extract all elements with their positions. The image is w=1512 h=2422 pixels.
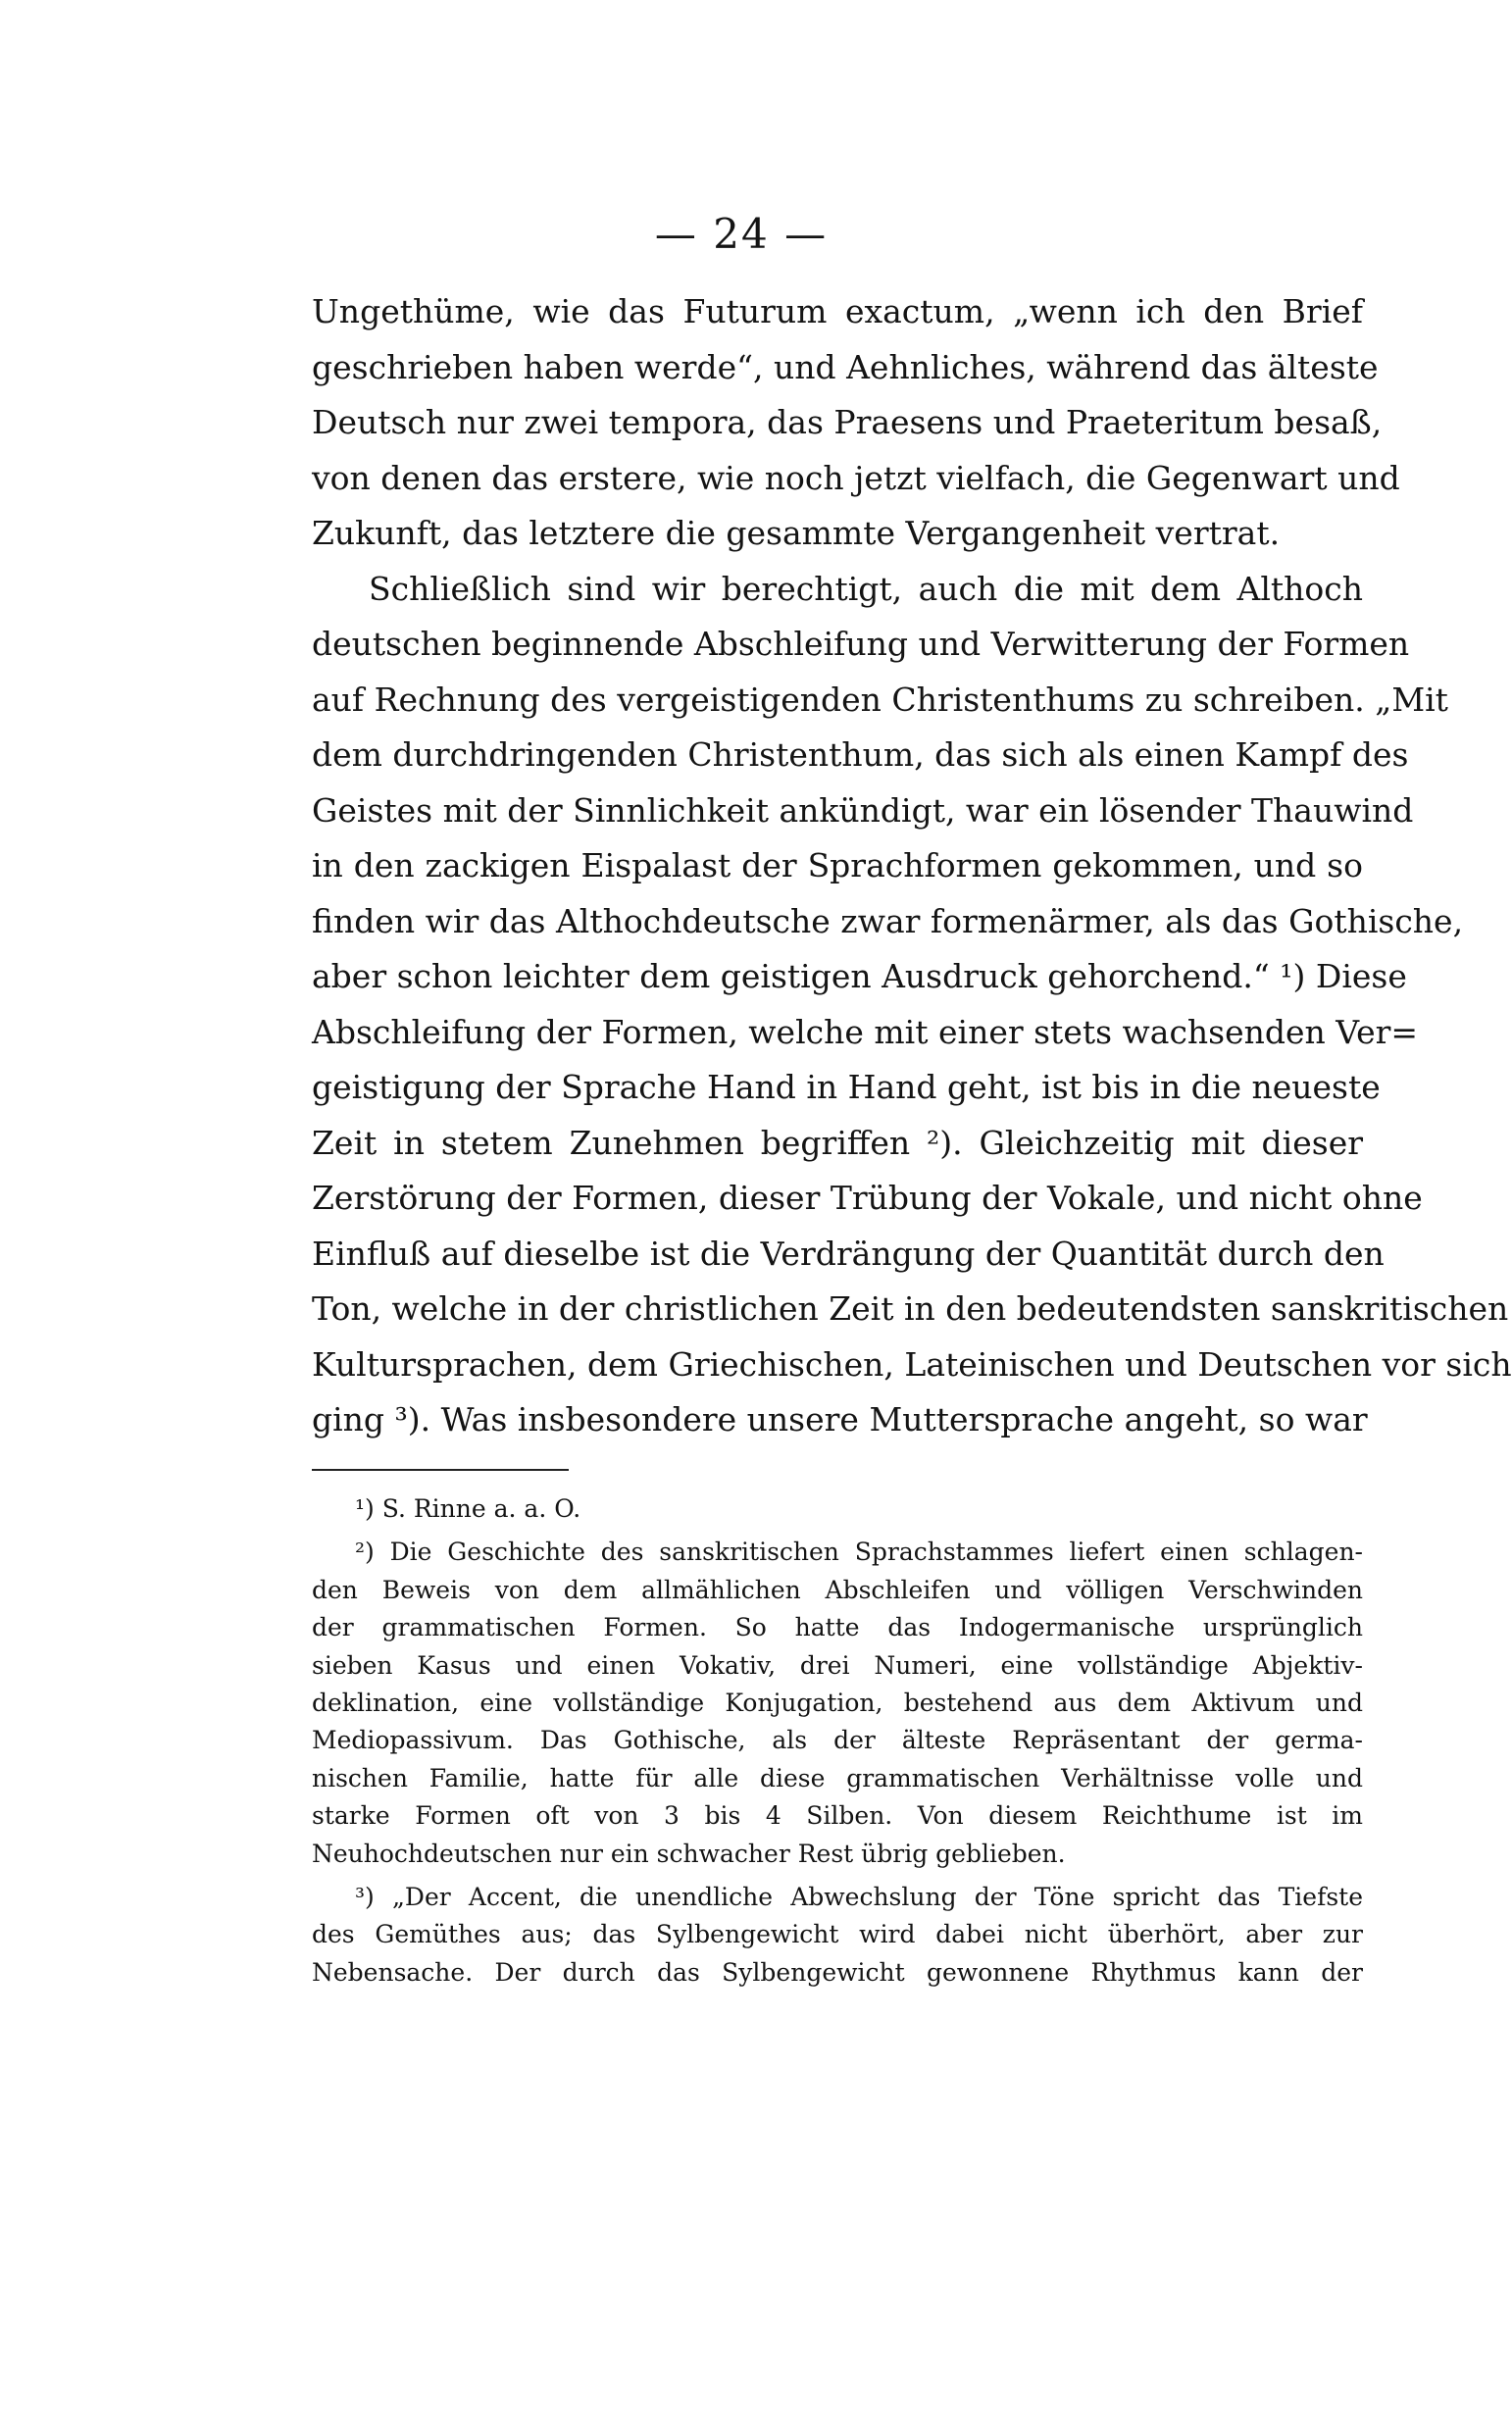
body-line: ging ³). Was insbesondere unsere Muttersprache angeht, so war [312, 1400, 1368, 1438]
footnote-line: Mediopassivum. Das Gothische, als der älteste Repräsentant der germa- [312, 1726, 1363, 1755]
body-text [312, 284, 1512, 1448]
body-line: auf Rechnung des vergeistigenden Christenthums zu schreiben. „Mit [312, 680, 1448, 719]
body-line: Kultursprachen, dem Griechischen, Lateinischen und Deutschen vor sich [312, 1344, 1512, 1384]
body-line: in den zackigen Eispalast der Sprachformen gekommen, und so [312, 846, 1363, 884]
body-line: Geistes mit der Sinnlichkeit ankündigt, war ein lösender Thauwind [312, 790, 1414, 830]
footnote-line: ¹) S. Rinne a. a. O. [355, 1494, 581, 1523]
footnote-divider [312, 1469, 569, 1471]
body-line: geschrieben haben werde“, und Aehnliches, während das älteste [312, 347, 1379, 386]
body-line: aber schon leichter dem geistigen Ausdruck gehorchend.“ ¹) Diese [312, 957, 1407, 995]
page-number: — 24 — [654, 210, 829, 258]
body-line: Schließlich sind wir berechtigt, auch die mit dem Althoch [369, 569, 1363, 608]
footnote-line: Neuhochdeutschen nur ein schwacher Rest übrig geblieben. [312, 1839, 1066, 1868]
body-line: Ton, welche in der christlichen Zeit in den bedeutendsten sanskritischen [312, 1289, 1509, 1328]
footnote-line: des Gemüthes aus; das Sylbengewicht wird dabei nicht überhört, aber zur [312, 1920, 1363, 1949]
footnote-line: den Beweis von dem allmählichen Abschleifen und völligen Verschwinden [312, 1575, 1363, 1604]
footnote-line: nischen Familie, hatte für alle diese grammatischen Verhältnisse volle und [312, 1763, 1363, 1792]
body-line: Abschleifung der Formen, welche mit einer stets wachsenden Ver= [312, 1012, 1419, 1051]
footnote-line: Nebensache. Der durch das Sylbengewicht gewonnene Rhythmus kann der [312, 1957, 1363, 1987]
body-line: dem durchdringenden Christenthum, das sich als einen Kampf des [312, 735, 1409, 774]
body-line: Zerstörung der Formen, dieser Trübung der Vokale, und nicht ohne [312, 1179, 1423, 1217]
body-line: von denen das erstere, wie noch jetzt vielfach, die Gegenwart und [312, 458, 1400, 497]
body-line: Einfluß auf dieselbe ist die Verdrängung der Quantität durch den [312, 1234, 1385, 1273]
footnote-line: starke Formen oft von 3 bis 4 Silben. Von diesem Reichthume ist im [312, 1801, 1363, 1831]
footnote-line: ³) „Der Accent, die unendliche Abwechslung der Töne spricht das Tiefste [355, 1882, 1363, 1911]
body-line: Deutsch nur zwei tempora, das Praesens und Praeteritum besaß, [312, 403, 1383, 441]
footnote-line: der grammatischen Formen. So hatte das Indogermanische ursprünglich [312, 1613, 1363, 1642]
footnote-line: deklination, eine vollständige Konjugation, bestehend aus dem Aktivum und [312, 1688, 1363, 1717]
footnotes [312, 1490, 1363, 1992]
footnote-line: sieben Kasus und einen Vokativ, drei Numeri, eine vollständige Abjektiv- [312, 1650, 1363, 1680]
body-line: Ungethüme, wie das Futurum exactum, „wenn ich den Brief [312, 292, 1363, 330]
body-line: geistigung der Sprache Hand in Hand geht, ist bis in die neueste [312, 1068, 1381, 1106]
body-line: finden wir das Althochdeutsche zwar formenärmer, als das Gothische, [312, 901, 1464, 940]
body-line: Zukunft, das letztere die gesammte Vergangenheit vertrat. [312, 514, 1281, 552]
body-line: Zeit in stetem Zunehmen begriffen ²). Gleichzeitig mit dieser [312, 1123, 1363, 1162]
footnote-line: ²) Die Geschichte des sanskritischen Sprachstammes liefert einen schlagen- [355, 1538, 1363, 1567]
body-line: deutschen beginnende Abschleifung und Verwitterung der Formen [312, 625, 1410, 663]
